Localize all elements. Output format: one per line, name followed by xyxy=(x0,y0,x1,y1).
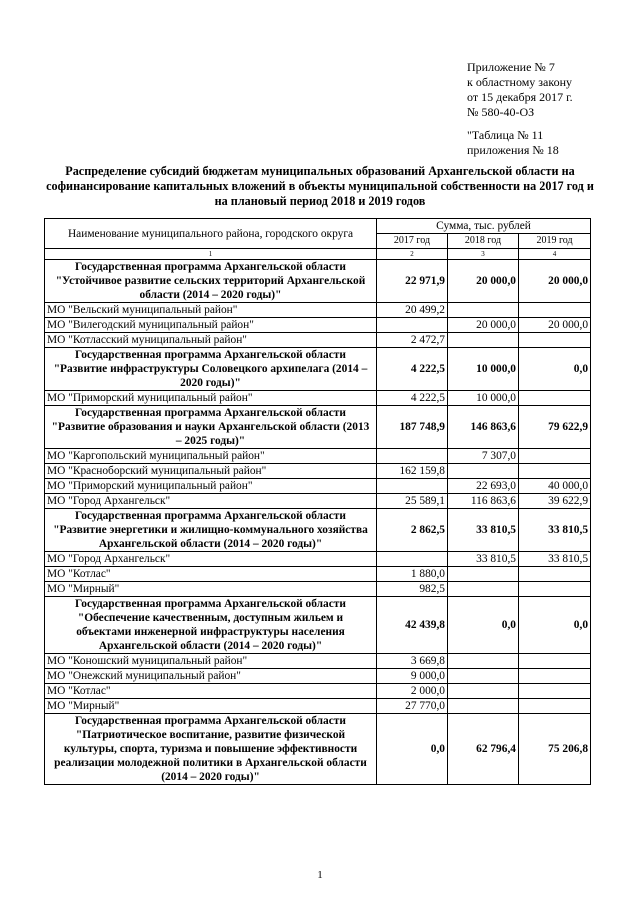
cell-name: МО "Котласский муниципальный район" xyxy=(45,333,377,348)
cell-2018: 22 693,0 xyxy=(448,479,519,494)
program-row xyxy=(45,597,591,654)
cell-name: МО "Приморский муниципальный район" xyxy=(45,479,377,494)
municipality-row xyxy=(45,684,591,699)
cell-2018: 20 000,0 xyxy=(448,260,519,303)
cell-2018: 146 863,6 xyxy=(448,406,519,449)
municipality-row xyxy=(45,333,591,348)
cell-2019: 33 810,5 xyxy=(519,552,591,567)
cell-2019: 20 000,0 xyxy=(519,260,591,303)
municipality-row xyxy=(45,318,591,333)
cell-2019 xyxy=(519,582,591,597)
cell-name: МО "Город Архангельск" xyxy=(45,552,377,567)
cell-2017: 982,5 xyxy=(377,582,448,597)
cell-name: Государственная программа Архангельской области "Устойчивое развитие сельских территорий Архангельской области (2014 – 2020 годы)" xyxy=(45,260,377,303)
header-year-2017: 2017 год xyxy=(377,234,448,249)
appendix-line: "Таблица № 11 xyxy=(467,128,544,142)
cell-name: МО "Красноборский муниципальный район" xyxy=(45,464,377,479)
cell-name: МО "Мирный" xyxy=(45,582,377,597)
program-row xyxy=(45,406,591,449)
cell-name: МО "Каргопольский муниципальный район" xyxy=(45,449,377,464)
cell-2017: 27 770,0 xyxy=(377,699,448,714)
cell-2018 xyxy=(448,333,519,348)
cell-2019: 0,0 xyxy=(519,348,591,391)
municipality-row xyxy=(45,582,591,597)
cell-2018 xyxy=(448,654,519,669)
cell-2017: 4 222,5 xyxy=(377,391,448,406)
municipality-row xyxy=(45,567,591,582)
column-number: 4 xyxy=(519,249,591,260)
header-year-2018: 2018 год xyxy=(448,234,519,249)
cell-name: Государственная программа Архангельской области "Развитие инфраструктуры Соловецкого архипелага (2014 – 2020 годы)" xyxy=(45,348,377,391)
column-number: 1 xyxy=(45,249,377,260)
cell-2018 xyxy=(448,567,519,582)
cell-name: Государственная программа Архангельской области "Развитие образования и науки Архангельской области (2013 – 2025 годы)" xyxy=(45,406,377,449)
header-year-2019: 2019 год xyxy=(519,234,591,249)
cell-name: Государственная программа Архангельской области "Патриотическое воспитание, развитие физической культуры, спорта, туризма и повышение эффективности реализации молодежной политики в Архангельской области (2014 – 2020 годы)" xyxy=(45,714,377,785)
cell-2019 xyxy=(519,654,591,669)
cell-2018 xyxy=(448,669,519,684)
cell-2018 xyxy=(448,684,519,699)
header-sum: Сумма, тыс. рублей xyxy=(377,219,591,234)
cell-name: МО "Приморский муниципальный район" xyxy=(45,391,377,406)
cell-2017: 1 880,0 xyxy=(377,567,448,582)
cell-2018: 33 810,5 xyxy=(448,552,519,567)
subsidy-table xyxy=(44,218,591,785)
municipality-row xyxy=(45,552,591,567)
municipality-row xyxy=(45,464,591,479)
cell-2017: 2 862,5 xyxy=(377,509,448,552)
cell-2018: 7 307,0 xyxy=(448,449,519,464)
cell-2018 xyxy=(448,699,519,714)
column-number: 2 xyxy=(377,249,448,260)
municipality-row xyxy=(45,303,591,318)
cell-2018 xyxy=(448,464,519,479)
cell-2019: 20 000,0 xyxy=(519,318,591,333)
cell-2017: 20 499,2 xyxy=(377,303,448,318)
cell-2017: 2 472,7 xyxy=(377,333,448,348)
cell-2019: 0,0 xyxy=(519,597,591,654)
cell-name: МО "Город Архангельск" xyxy=(45,494,377,509)
appendix-line: № 580-40-ОЗ xyxy=(467,105,535,119)
cell-name: МО "Онежский муниципальный район" xyxy=(45,669,377,684)
program-row xyxy=(45,509,591,552)
cell-2019: 39 622,9 xyxy=(519,494,591,509)
cell-2019: 75 206,8 xyxy=(519,714,591,785)
program-row xyxy=(45,714,591,785)
cell-name: Государственная программа Архангельской области "Обеспечение качественным, доступным жильем и объектами инженерной инфраструктуры населения Архангельской области (2014 – 2020 годы)" xyxy=(45,597,377,654)
cell-2019: 33 810,5 xyxy=(519,509,591,552)
header-name: Наименование муниципального района, городского округа xyxy=(45,219,377,249)
cell-2017: 4 222,5 xyxy=(377,348,448,391)
appendix-line: к областному закону xyxy=(467,75,573,89)
cell-name: МО "Котлас" xyxy=(45,567,377,582)
cell-name: Государственная программа Архангельской области "Развитие энергетики и жилищно-коммунального хозяйства Архангельской области (2014 – 2020 годы)" xyxy=(45,509,377,552)
cell-2018: 0,0 xyxy=(448,597,519,654)
cell-2019: 79 622,9 xyxy=(519,406,591,449)
appendix-line: Приложение № 7 xyxy=(467,60,555,74)
cell-2018: 116 863,6 xyxy=(448,494,519,509)
municipality-row xyxy=(45,479,591,494)
municipality-row xyxy=(45,654,591,669)
cell-name: МО "Котлас" xyxy=(45,684,377,699)
appendix-header xyxy=(467,60,627,158)
cell-2019 xyxy=(519,391,591,406)
page-number: 1 xyxy=(317,869,323,881)
cell-2018: 33 810,5 xyxy=(448,509,519,552)
program-row xyxy=(45,260,591,303)
municipality-row xyxy=(45,669,591,684)
cell-2018: 10 000,0 xyxy=(448,348,519,391)
cell-2018 xyxy=(448,303,519,318)
program-row xyxy=(45,348,591,391)
cell-2018: 20 000,0 xyxy=(448,318,519,333)
cell-name: МО "Вилегодский муниципальный район" xyxy=(45,318,377,333)
cell-2017: 0,0 xyxy=(377,714,448,785)
cell-2017: 22 971,9 xyxy=(377,260,448,303)
cell-2017: 2 000,0 xyxy=(377,684,448,699)
cell-2017: 162 159,8 xyxy=(377,464,448,479)
cell-2019 xyxy=(519,669,591,684)
cell-2017 xyxy=(377,318,448,333)
cell-2017: 42 439,8 xyxy=(377,597,448,654)
appendix-line: приложения № 18 xyxy=(467,143,559,157)
cell-2018: 10 000,0 xyxy=(448,391,519,406)
cell-2017 xyxy=(377,552,448,567)
cell-2019 xyxy=(519,449,591,464)
cell-2018: 62 796,4 xyxy=(448,714,519,785)
cell-2017: 25 589,1 xyxy=(377,494,448,509)
cell-name: МО "Мирный" xyxy=(45,699,377,714)
cell-2019 xyxy=(519,699,591,714)
cell-name: МО "Вельский муниципальный район" xyxy=(45,303,377,318)
cell-2019 xyxy=(519,567,591,582)
cell-2017: 187 748,9 xyxy=(377,406,448,449)
cell-2017 xyxy=(377,449,448,464)
appendix-line: от 15 декабря 2017 г. xyxy=(467,90,573,104)
column-number: 3 xyxy=(448,249,519,260)
municipality-row xyxy=(45,449,591,464)
municipality-row xyxy=(45,391,591,406)
cell-2017: 9 000,0 xyxy=(377,669,448,684)
cell-2019 xyxy=(519,303,591,318)
cell-2019: 40 000,0 xyxy=(519,479,591,494)
cell-2018 xyxy=(448,582,519,597)
document-title: Распределение субсидий бюджетам муниципальных образований Архангельской области на софинансирование капитальных вложений в объекты муниципальной собственности на 2017 год и на плановый период 2018 и 2019 годов xyxy=(46,164,594,208)
cell-name: МО "Коношский муниципальный район" xyxy=(45,654,377,669)
cell-2017 xyxy=(377,479,448,494)
cell-2019 xyxy=(519,464,591,479)
cell-2019 xyxy=(519,684,591,699)
municipality-row xyxy=(45,699,591,714)
municipality-row xyxy=(45,494,591,509)
cell-2017: 3 669,8 xyxy=(377,654,448,669)
cell-2019 xyxy=(519,333,591,348)
table-body xyxy=(45,260,591,785)
